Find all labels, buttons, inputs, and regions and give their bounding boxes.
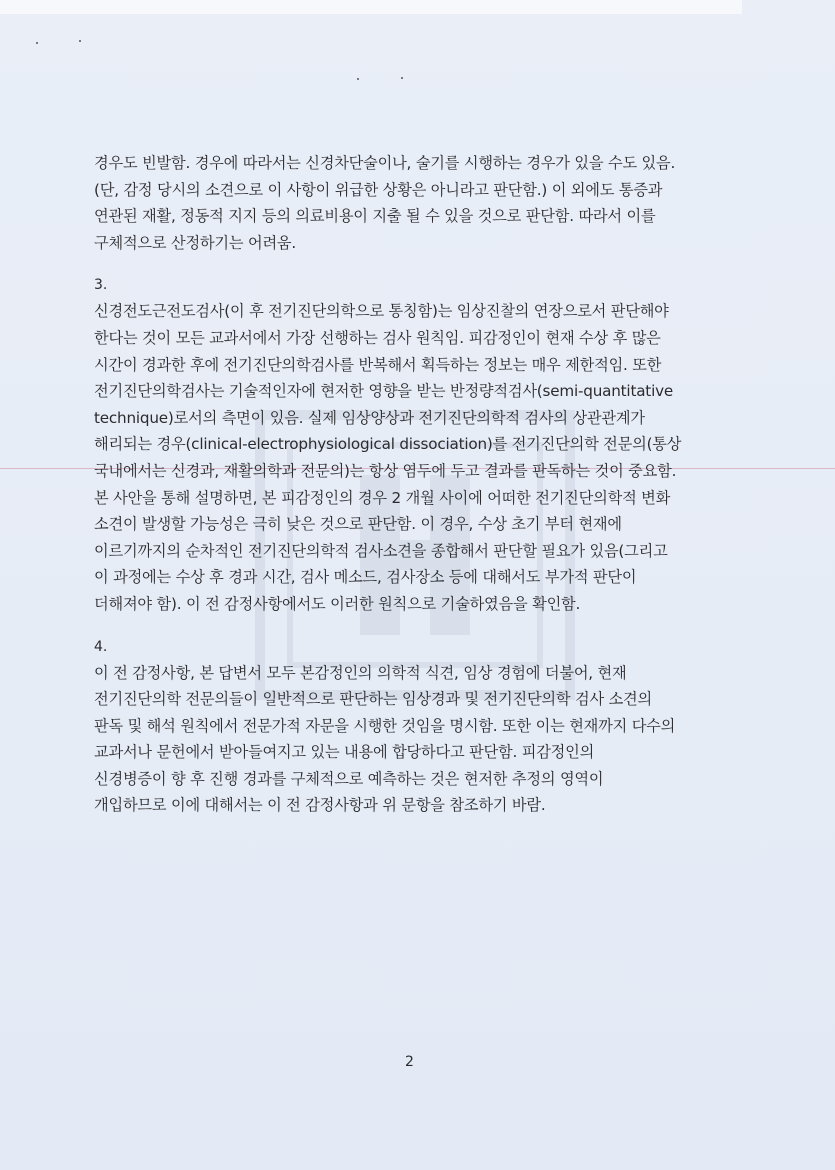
paragraph-line: 본 사안을 통해 설명하면, 본 피감정인의 경우 2 개월 사이에 어떠한 전기진단의학적 변화: [94, 488, 671, 507]
paragraph-line: technique)로서의 측면이 있음. 실제 임상양상과 전기진단의학적 검사의 상관관계가: [94, 408, 645, 427]
section-continuation: [94, 150, 754, 256]
paragraph-line: (단, 감정 당시의 소견으로 이 사항이 위급한 상황은 아니라고 판단함.) 이 외에도 통증과: [94, 180, 663, 199]
paragraph-line: 연관된 재활, 정동적 지지 등의 의료비용이 지출 될 수 있을 것으로 판단함. 따라서 이를: [94, 207, 656, 226]
paragraph-line: 구체적으로 산정하기는 어려움.: [94, 233, 297, 252]
scan-speck: [36, 42, 38, 44]
paragraph-line: 이 과정에는 수상 후 경과 시간, 검사 메소드, 검사장소 등에 대해서도 부가적 판단이: [94, 568, 637, 587]
section-3: [94, 272, 754, 617]
scan-speck: [357, 78, 359, 80]
scan-speck: [401, 77, 403, 79]
paragraph-line: 교과서나 문헌에서 받아들여지고 있는 내용에 합당하다고 판단함. 피감정인의: [94, 743, 595, 762]
section-number: 4.: [94, 638, 108, 655]
document-body: [94, 150, 754, 819]
paragraph-line: 이르기까지의 순차적인 전기진단의학적 검사소견을 종합해서 판단할 필요가 있음(그리고: [94, 541, 668, 560]
paragraph-line: 이 전 감정사항, 본 답변서 모두 본감정인의 의학적 식견, 임상 경험에 더불어, 현재: [94, 663, 627, 682]
paragraph-line: 더해져야 함). 이 전 감정사항에서도 이러한 원칙으로 기술하였음을 확인함.: [94, 594, 581, 613]
section-number: 3.: [94, 277, 108, 294]
paragraph-line: 소견이 발생할 가능성은 극히 낮은 것으로 판단함. 이 경우, 수상 초기 부터 현재에: [94, 515, 622, 534]
paragraph-line: 판독 및 해석 원칙에서 전문가적 자문을 시행한 것임을 명시함. 또한 이는 현재까지 다수의: [94, 716, 676, 735]
paragraph-line: 한다는 것이 모든 교과서에서 가장 선행하는 검사 원칙임. 피감정인이 현재 수상 후 많은: [94, 328, 661, 347]
paragraph-line: 전기진단의학 전문의들이 일반적으로 판단하는 임상경과 및 전기진단의학 검사 소견의: [94, 690, 652, 709]
section-4: [94, 634, 754, 820]
paragraph-line: 신경전도근전도검사(이 후 전기진단의학으로 통칭함)는 임상진찰의 연장으로서 판단해야: [94, 302, 669, 321]
paragraph-line: 신경병증이 향 후 진행 경과를 구체적으로 예측하는 것은 현저한 추정의 영역이: [94, 769, 604, 788]
paragraph-line: 시간이 경과한 후에 전기진단의학검사를 반복해서 획득하는 정보는 매우 제한적임. 또한: [94, 355, 662, 374]
scan-speck: [79, 40, 81, 42]
paragraph-line: 개입하므로 이에 대해서는 이 전 감정사항과 위 문항을 참조하기 바람.: [94, 796, 546, 815]
scan-top-strip: [0, 0, 742, 14]
paragraph-line: 전기진단의학검사는 기술적인자에 현저한 영향을 받는 반정량적검사(semi-quantitative: [94, 382, 674, 401]
page-number: 2: [405, 1054, 414, 1070]
paragraph-line: 경우도 빈발함. 경우에 따라서는 신경차단술이나, 술기를 시행하는 경우가 있을 수도 있음.: [94, 154, 676, 172]
paragraph-line: 국내에서는 신경과, 재활의학과 전문의)는 항상 염두에 두고 결과를 판독하는 것이 중요함.: [94, 461, 677, 480]
paragraph-line: 해리되는 경우(clinical-electrophysiological dissociation)를 전기진단의학 전문의(통상: [94, 435, 682, 454]
